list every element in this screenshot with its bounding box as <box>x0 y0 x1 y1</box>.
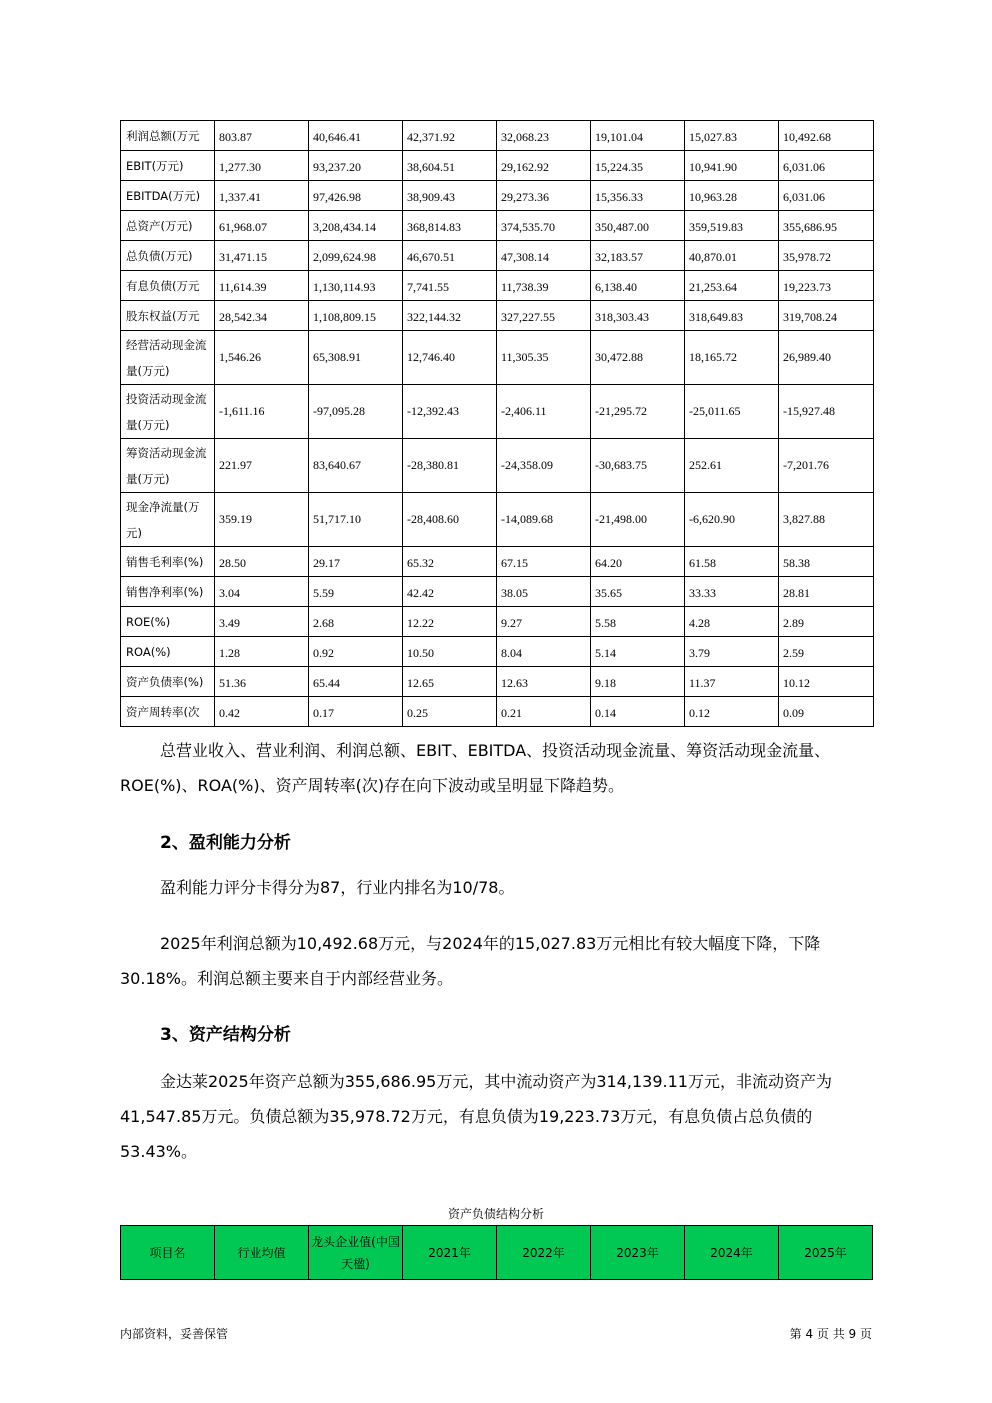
row-label: 筹资活动现金流量(万元) <box>121 439 215 493</box>
table-cell: 46,670.51 <box>403 241 497 271</box>
table-cell: 38,909.43 <box>403 181 497 211</box>
table-cell: 83,640.67 <box>309 439 403 493</box>
table-cell: 31,471.15 <box>215 241 309 271</box>
table-cell: 0.17 <box>309 697 403 727</box>
table-row <box>121 439 874 493</box>
table-cell: 1,337.41 <box>215 181 309 211</box>
table-cell: 1,277.30 <box>215 151 309 181</box>
structure-table-header-row <box>121 1226 873 1280</box>
table-row <box>121 241 874 271</box>
footer-page-number: 第 4 页 共 9 页 <box>789 1327 872 1341</box>
table-cell: 318,649.83 <box>685 301 779 331</box>
table-cell: 35.65 <box>591 577 685 607</box>
table-cell: 319,708.24 <box>779 301 874 331</box>
table-cell: 33.33 <box>685 577 779 607</box>
table-cell: 97,426.98 <box>309 181 403 211</box>
table-cell: 10,492.68 <box>779 121 874 151</box>
table-cell: 359,519.83 <box>685 211 779 241</box>
table-cell: 12.65 <box>403 667 497 697</box>
row-label: 总资产(万元) <box>121 211 215 241</box>
table-row <box>121 331 874 385</box>
table-row <box>121 271 874 301</box>
table-cell: 47,308.14 <box>497 241 591 271</box>
row-label: 股东权益(万元 <box>121 301 215 331</box>
table-cell: 8.04 <box>497 637 591 667</box>
row-label: 资产周转率(次 <box>121 697 215 727</box>
table-cell: 1,108,809.15 <box>309 301 403 331</box>
table-cell: 10,941.90 <box>685 151 779 181</box>
table-cell: -21,498.00 <box>591 493 685 547</box>
table-cell: 3.49 <box>215 607 309 637</box>
row-label: 投资活动现金流量(万元) <box>121 385 215 439</box>
table-cell: -21,295.72 <box>591 385 685 439</box>
table-cell: 15,224.35 <box>591 151 685 181</box>
row-label: 销售毛利率(%) <box>121 547 215 577</box>
structure-header-cell: 2024年 <box>685 1226 779 1280</box>
table-cell: 12.63 <box>497 667 591 697</box>
table-cell: 11.37 <box>685 667 779 697</box>
table-cell: 61.58 <box>685 547 779 577</box>
table-cell: 2.59 <box>779 637 874 667</box>
footer-confidential-note: 内部资料，妥善保管 <box>120 1327 229 1341</box>
table-row <box>121 211 874 241</box>
table-cell: 38.05 <box>497 577 591 607</box>
table-cell: 61,968.07 <box>215 211 309 241</box>
row-label: 利润总额(万元 <box>121 121 215 151</box>
table-cell: -97,095.28 <box>309 385 403 439</box>
table-cell: 0.14 <box>591 697 685 727</box>
table-row <box>121 607 874 637</box>
profit-paragraph: 2025年利润总额为10,492.68万元，与2024年的15,027.83万元相比有较大幅度下降，下降30.18%。利润总额主要来自于内部经营业务。 <box>120 934 821 988</box>
table-cell: 3,208,434.14 <box>309 211 403 241</box>
structure-header-cell: 2025年 <box>779 1226 873 1280</box>
table-cell: -28,380.81 <box>403 439 497 493</box>
table-row <box>121 121 874 151</box>
table-cell: 30,472.88 <box>591 331 685 385</box>
table-cell: 18,165.72 <box>685 331 779 385</box>
section-title-asset-structure: 3、资产结构分析 <box>160 1025 291 1045</box>
table-cell: 5.14 <box>591 637 685 667</box>
table-cell: 93,237.20 <box>309 151 403 181</box>
table-cell: 12,746.40 <box>403 331 497 385</box>
table-cell: 32,068.23 <box>497 121 591 151</box>
row-label: 销售净利率(%) <box>121 577 215 607</box>
table-row <box>121 301 874 331</box>
structure-header-cell: 2022年 <box>497 1226 591 1280</box>
table-cell: -28,408.60 <box>403 493 497 547</box>
financial-metrics-table <box>120 120 874 727</box>
table-cell: 12.22 <box>403 607 497 637</box>
table-cell: 9.27 <box>497 607 591 637</box>
table-row <box>121 547 874 577</box>
table-cell: 1,130,114.93 <box>309 271 403 301</box>
row-label: ROA(%) <box>121 637 215 667</box>
row-label: 总负债(万元) <box>121 241 215 271</box>
row-label: 有息负债(万元 <box>121 271 215 301</box>
table-cell: 51.36 <box>215 667 309 697</box>
table-cell: 5.58 <box>591 607 685 637</box>
table-cell: 67.15 <box>497 547 591 577</box>
table-cell: 322,144.32 <box>403 301 497 331</box>
table-cell: 7,741.55 <box>403 271 497 301</box>
table-cell: 11,305.35 <box>497 331 591 385</box>
table-cell: -15,927.48 <box>779 385 874 439</box>
table-cell: 40,870.01 <box>685 241 779 271</box>
table-cell: 2.89 <box>779 607 874 637</box>
structure-table-caption: 资产负债结构分析 <box>447 1207 544 1221</box>
structure-header-cell: 项目名 <box>121 1226 215 1280</box>
table-cell: 65,308.91 <box>309 331 403 385</box>
row-label: EBIT(万元) <box>121 151 215 181</box>
table-cell: 3.04 <box>215 577 309 607</box>
table-cell: 3,827.88 <box>779 493 874 547</box>
table-cell: 4.28 <box>685 607 779 637</box>
row-label: 经营活动现金流量(万元) <box>121 331 215 385</box>
table-cell: 65.32 <box>403 547 497 577</box>
table-cell: 32,183.57 <box>591 241 685 271</box>
table-cell: 6,031.06 <box>779 181 874 211</box>
structure-header-cell: 2023年 <box>591 1226 685 1280</box>
table-cell: 0.12 <box>685 697 779 727</box>
table-cell: 10.50 <box>403 637 497 667</box>
table-cell: -30,683.75 <box>591 439 685 493</box>
trend-paragraph: 总营业收入、营业利润、利润总额、EBIT、EBITDA、投资活动现金流量、筹资活动现金流量、ROE(%)、ROA(%)、资产周转率(次)存在向下波动或呈明显下降趋势。 <box>120 741 831 795</box>
table-row <box>121 385 874 439</box>
table-cell: 252.61 <box>685 439 779 493</box>
table-cell: -25,011.65 <box>685 385 779 439</box>
table-cell: 35,978.72 <box>779 241 874 271</box>
table-cell: -14,089.68 <box>497 493 591 547</box>
table-row <box>121 637 874 667</box>
table-cell: 10.12 <box>779 667 874 697</box>
table-cell: 318,303.43 <box>591 301 685 331</box>
table-cell: 11,738.39 <box>497 271 591 301</box>
table-cell: 374,535.70 <box>497 211 591 241</box>
table-cell: 221.97 <box>215 439 309 493</box>
table-row <box>121 151 874 181</box>
table-cell: 0.42 <box>215 697 309 727</box>
table-cell: -2,406.11 <box>497 385 591 439</box>
table-cell: 29.17 <box>309 547 403 577</box>
table-cell: -24,358.09 <box>497 439 591 493</box>
table-cell: 6,031.06 <box>779 151 874 181</box>
table-cell: 368,814.83 <box>403 211 497 241</box>
table-cell: 65.44 <box>309 667 403 697</box>
table-row <box>121 181 874 211</box>
table-cell: 5.59 <box>309 577 403 607</box>
table-cell: -6,620.90 <box>685 493 779 547</box>
table-cell: 10,963.28 <box>685 181 779 211</box>
table-cell: 6,138.40 <box>591 271 685 301</box>
table-cell: 11,614.39 <box>215 271 309 301</box>
score-paragraph: 盈利能力评分卡得分为87，行业内排名为10/78。 <box>160 878 515 897</box>
table-cell: 355,686.95 <box>779 211 874 241</box>
table-row <box>121 697 874 727</box>
table-cell: 28.50 <box>215 547 309 577</box>
table-cell: 0.25 <box>403 697 497 727</box>
table-cell: 9.18 <box>591 667 685 697</box>
table-cell: 2,099,624.98 <box>309 241 403 271</box>
table-cell: 15,356.33 <box>591 181 685 211</box>
row-label: ROE(%) <box>121 607 215 637</box>
table-cell: 1,546.26 <box>215 331 309 385</box>
row-label: EBITDA(万元) <box>121 181 215 211</box>
table-cell: 51,717.10 <box>309 493 403 547</box>
table-cell: 38,604.51 <box>403 151 497 181</box>
table-cell: 28,542.34 <box>215 301 309 331</box>
table-cell: 21,253.64 <box>685 271 779 301</box>
table-cell: 1.28 <box>215 637 309 667</box>
table-cell: 26,989.40 <box>779 331 874 385</box>
table-row <box>121 493 874 547</box>
table-cell: 359.19 <box>215 493 309 547</box>
table-cell: 58.38 <box>779 547 874 577</box>
table-cell: 40,646.41 <box>309 121 403 151</box>
table-cell: 2.68 <box>309 607 403 637</box>
table-cell: 0.92 <box>309 637 403 667</box>
structure-header-cell: 行业均值 <box>215 1226 309 1280</box>
table-cell: 29,162.92 <box>497 151 591 181</box>
asset-liability-structure-table <box>120 1225 873 1280</box>
table-cell: 350,487.00 <box>591 211 685 241</box>
table-cell: 29,273.36 <box>497 181 591 211</box>
row-label: 资产负债率(%) <box>121 667 215 697</box>
table-cell: -12,392.43 <box>403 385 497 439</box>
financial-metrics-body <box>121 121 874 727</box>
structure-header-cell: 2021年 <box>403 1226 497 1280</box>
table-cell: 327,227.55 <box>497 301 591 331</box>
table-cell: 15,027.83 <box>685 121 779 151</box>
table-cell: 3.79 <box>685 637 779 667</box>
table-cell: 42,371.92 <box>403 121 497 151</box>
table-cell: 28.81 <box>779 577 874 607</box>
table-cell: 0.09 <box>779 697 874 727</box>
table-cell: 19,223.73 <box>779 271 874 301</box>
table-cell: -7,201.76 <box>779 439 874 493</box>
table-cell: 803.87 <box>215 121 309 151</box>
section-title-profitability: 2、盈利能力分析 <box>160 833 291 853</box>
table-cell: -1,611.16 <box>215 385 309 439</box>
asset-paragraph: 金达莱2025年资产总额为355,686.95万元，其中流动资产为314,139.11万元，非流动资产为41,547.85万元。负债总额为35,978.72万元，有息负债为19,223.73万元，有息负债占总负债的53.43%。 <box>120 1072 832 1161</box>
table-row <box>121 577 874 607</box>
table-cell: 64.20 <box>591 547 685 577</box>
table-cell: 19,101.04 <box>591 121 685 151</box>
table-cell: 0.21 <box>497 697 591 727</box>
structure-header-cell: 龙头企业值(中国天楹) <box>309 1226 403 1280</box>
table-row <box>121 667 874 697</box>
row-label: 现金净流量(万元) <box>121 493 215 547</box>
table-cell: 42.42 <box>403 577 497 607</box>
